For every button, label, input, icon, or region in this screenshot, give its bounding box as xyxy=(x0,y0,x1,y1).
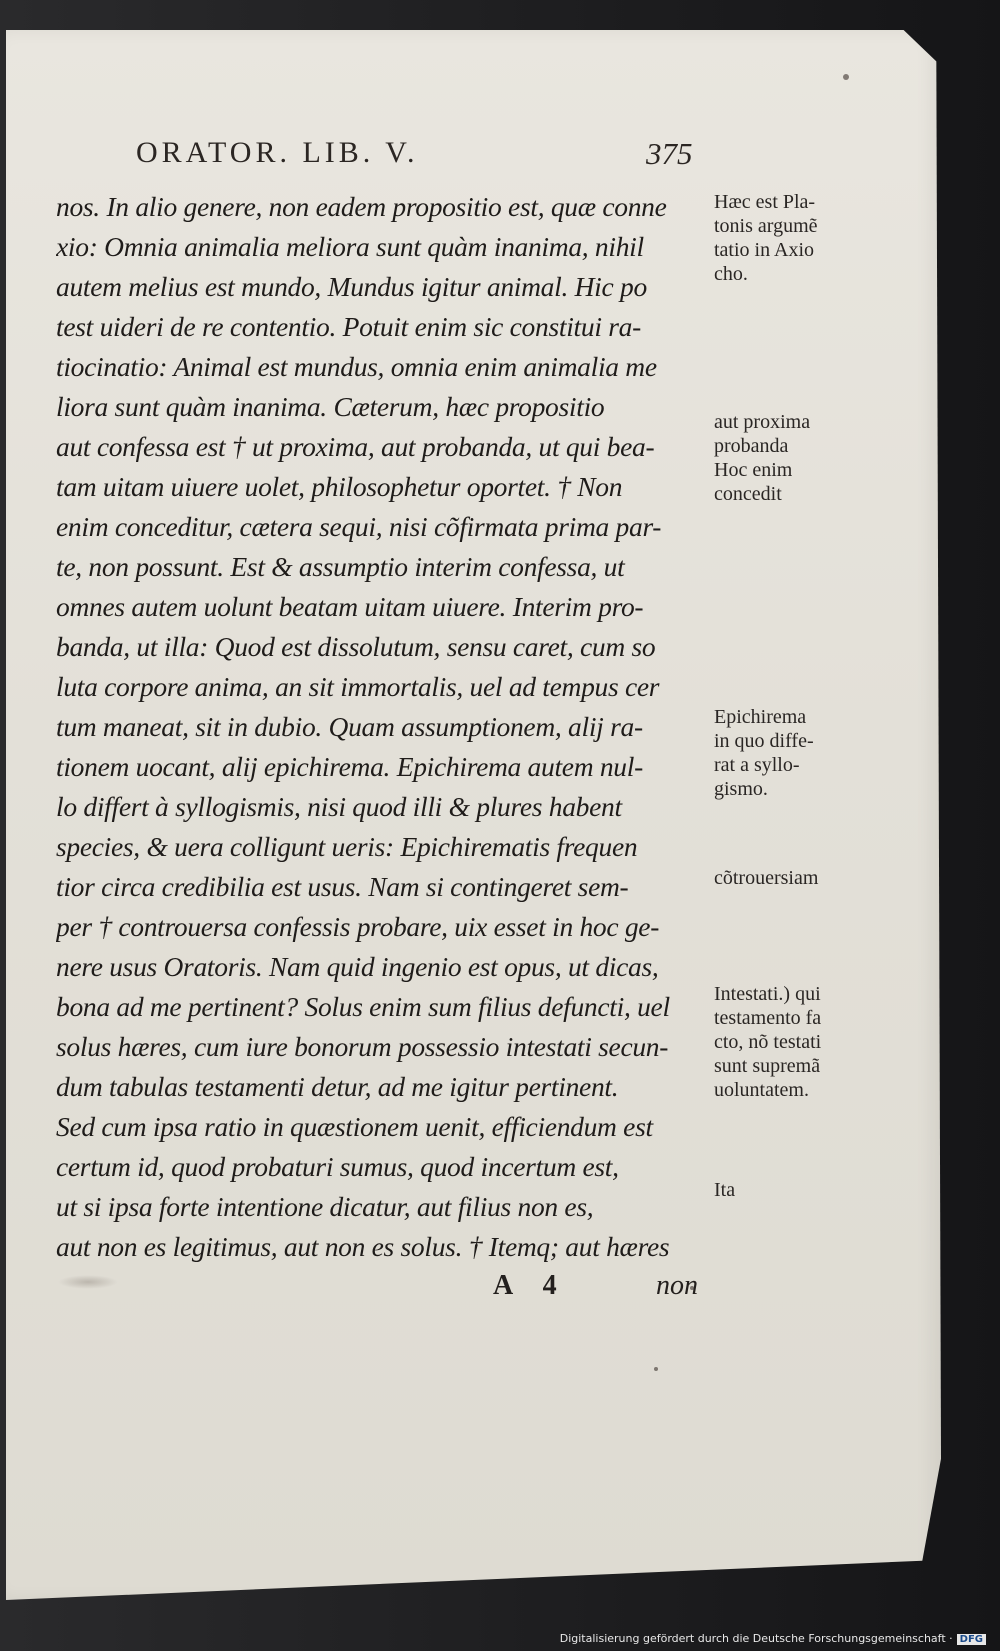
text-line: solus hæres, cum iure bonorum possessio intestati secun- xyxy=(56,1031,669,1062)
page-number: 375 xyxy=(646,136,693,171)
text-line: lo differt à syllogismis, nisi quod illi & plures habent xyxy=(56,791,622,822)
text-line: omnes autem uolunt beatam uitam uiuere. Interim pro- xyxy=(56,591,644,622)
margin-note-line: Epichirema xyxy=(714,706,807,728)
text-line: certum id, quod probaturi sumus, quod incertum est, xyxy=(56,1151,619,1182)
text-line: autem melius est mundo, Mundus igitur animal. Hic po xyxy=(56,271,647,302)
margin-note-line: cõtrouersiam xyxy=(714,867,819,889)
margin-note xyxy=(714,982,864,1102)
main-text-block xyxy=(56,187,706,1267)
margin-note-line: gismo. xyxy=(714,778,768,800)
margin-note xyxy=(714,705,864,801)
margin-note-line: concedit xyxy=(714,483,782,505)
dfg-logo: DFG xyxy=(957,1634,986,1645)
margin-note-line: aut proxima xyxy=(714,411,811,433)
signature-mark: A 4 xyxy=(493,1270,569,1301)
margin-note-line: sunt supremã xyxy=(714,1055,821,1077)
paper-speck xyxy=(843,74,849,80)
text-line: luta corpore anima, an sit immortalis, uel ad tempus cer xyxy=(56,671,660,702)
text-line: xio: Omnia animalia meliora sunt quàm inanima, nihil xyxy=(56,231,644,262)
margin-note-line: rat a syllo- xyxy=(714,754,800,776)
margin-note-line: in quo diffe- xyxy=(714,730,814,752)
text-line: tior circa credibilia est usus. Nam si contingeret sem- xyxy=(56,871,629,902)
margin-note xyxy=(714,410,864,506)
text-line: species, & uera colligunt ueris: Epichirematis frequen xyxy=(56,831,638,862)
margin-note xyxy=(714,866,864,890)
margin-note-line: Hæc est Pla- xyxy=(714,191,816,213)
ink-smudge xyxy=(58,1275,118,1289)
text-line: nos. In alio genere, non eadem propositio est, quæ conne xyxy=(56,191,667,222)
margin-note xyxy=(714,190,864,286)
text-line: tum maneat, sit in dubio. Quam assumptionem, alij ra- xyxy=(56,711,643,742)
margin-note-line: cto, nõ testati xyxy=(714,1031,822,1053)
page-header xyxy=(0,136,1000,176)
text-line: nere usus Oratoris. Nam quid ingenio est opus, ut dicas, xyxy=(56,951,659,982)
margin-note-line: testamento fa xyxy=(714,1007,822,1029)
text-line: te, non possunt. Est & assumptio interim confessa, ut xyxy=(56,551,625,582)
text-line: tiocinatio: Animal est mundus, omnia enim animalia me xyxy=(56,351,657,382)
margin-note-line: tonis argumẽ xyxy=(714,215,818,237)
running-title: ORATOR. LIB. V. xyxy=(136,136,419,169)
text-line: per † controuersa confessis probare, uix esset in hoc ge- xyxy=(56,911,660,942)
margin-note xyxy=(714,1178,864,1202)
text-line: aut confessa est † ut proxima, aut probanda, ut qui bea- xyxy=(56,431,655,462)
credit-text: Digitalisierung gefördert durch die Deutsche Forschungsgemeinschaft · xyxy=(559,1632,953,1645)
text-line: tionem uocant, alij epichirema. Epichirema autem nul- xyxy=(56,751,643,782)
text-line: ut si ipsa forte intentione dicatur, aut filius non es, xyxy=(56,1191,594,1222)
text-line: enim conceditur, cætera sequi, nisi cõfirmata prima par- xyxy=(56,511,662,542)
paper-speck xyxy=(654,1367,658,1371)
text-line: tam uitam uiuere uolet, philosophetur oportet. † Non xyxy=(56,471,623,502)
margin-note-line: tatio in Axio xyxy=(714,239,814,261)
digitization-credit xyxy=(560,1632,986,1645)
text-line: liora sunt quàm inanima. Cæterum, hæc propositio xyxy=(56,391,605,422)
margin-note-line: cho. xyxy=(714,263,748,285)
text-line: dum tabulas testamenti detur, ad me igitur pertinent. xyxy=(56,1071,619,1102)
text-line: bona ad me pertinent? Solus enim sum filius defuncti, uel xyxy=(56,991,670,1022)
margin-note-line: Hoc enim xyxy=(714,459,793,481)
margin-note-line: Ita xyxy=(714,1179,736,1201)
margin-note-line: Intestati.) qui xyxy=(714,983,821,1005)
text-line: banda, ut illa: Quod est dissolutum, sensu caret, cum so xyxy=(56,631,656,662)
margin-note-line: probanda xyxy=(714,435,789,457)
text-line: aut non es legitimus, aut non es solus. † Itemq; aut hæres xyxy=(56,1231,670,1262)
margin-note-line: uoluntatem. xyxy=(714,1079,809,1101)
text-line: test uideri de re contentio. Potuit enim sic constitui ra- xyxy=(56,311,641,342)
catchword: non xyxy=(656,1270,698,1301)
text-line: Sed cum ipsa ratio in quæstionem uenit, efficiendum est xyxy=(56,1111,653,1142)
